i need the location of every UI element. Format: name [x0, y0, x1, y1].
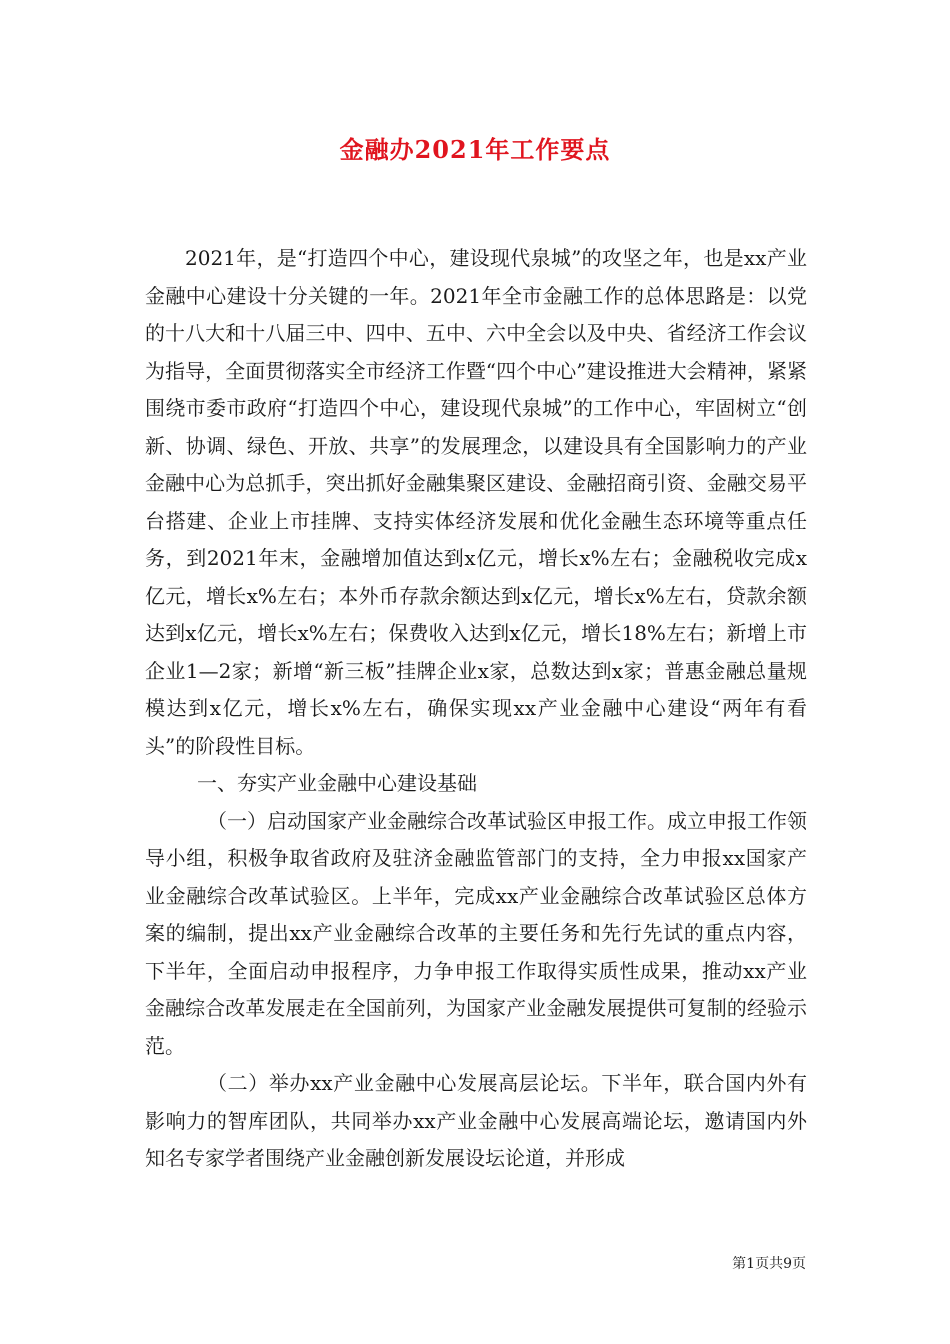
item-paragraph-1: （一）启动国家产业金融综合改革试验区申报工作。成立申报工作领导小组，积极争取省政府及驻济金融监管部门的支持，全力申报xx国家产业金融综合改革试验区。上半年，完成xx产业金融综合改革试验区总体方案的编制，提出xx产业金融综合改革的主要任务和先行先试的重点内容，下半年，全面启动申报程序，力争申报工作取得实质性成果，推动xx产业金融综合改革发展走在全国前列，为国家产业金融发展提供可复制的经验示范。 — [145, 808, 807, 1058]
page-number: 第1页共9页 — [732, 1256, 806, 1272]
item-paragraph-2: （二）举办xx产业金融中心发展高层论坛。下半年，联合国内外有影响力的智库团队，共同举办xx产业金融中心发展高端论坛，邀请国内外知名专家学者围绕产业金融创新发展设坛论道，并形成 — [145, 1071, 807, 1170]
document-title: 金融办2021年工作要点 — [339, 135, 611, 164]
intro-paragraph: 2021年，是“打造四个中心，建设现代泉城”的攻坚之年，也是xx产业金融中心建设十分关键的一年。2021年全市金融工作的总体思路是：以党的十八大和十八届三中、四中、五中、六中全会以及中央、省经济工作会议为指导，全面贯彻落实全市经济工作暨“四个中心”建设推进大会精神，紧紧围绕市委市政府“打造四个中心，建设现代泉城”的工作中心，牢固树立“创新、协调、绿色、开放、共享”的发展理念，以建设具有全国影响力的产业金融中心为总抓手，突出抓好金融集聚区建设、金融招商引资、金融交易平台搭建、企业上市挂牌、支持实体经济发展和优化金融生态环境等重点任务，到2021年末，金融增加值达到x亿元，增长x%左右；金融税收完成x亿元，增长x%左右；本外币存款余额达到x亿元，增长x%左右，贷款余额达到x亿元，增长x%左右；保费收入达到x亿元，增长18%左右；新增上市企业1—2家；新增“新三板”挂牌企业x家，总数达到x家；普惠金融总量规模达到x亿元，增长x%左右，确保实现xx产业金融中心建设“两年有看头”的阶段性目标。 — [145, 246, 807, 758]
section-heading: 一、夯实产业金融中心建设基础 — [197, 771, 477, 795]
document-body — [145, 240, 807, 1178]
